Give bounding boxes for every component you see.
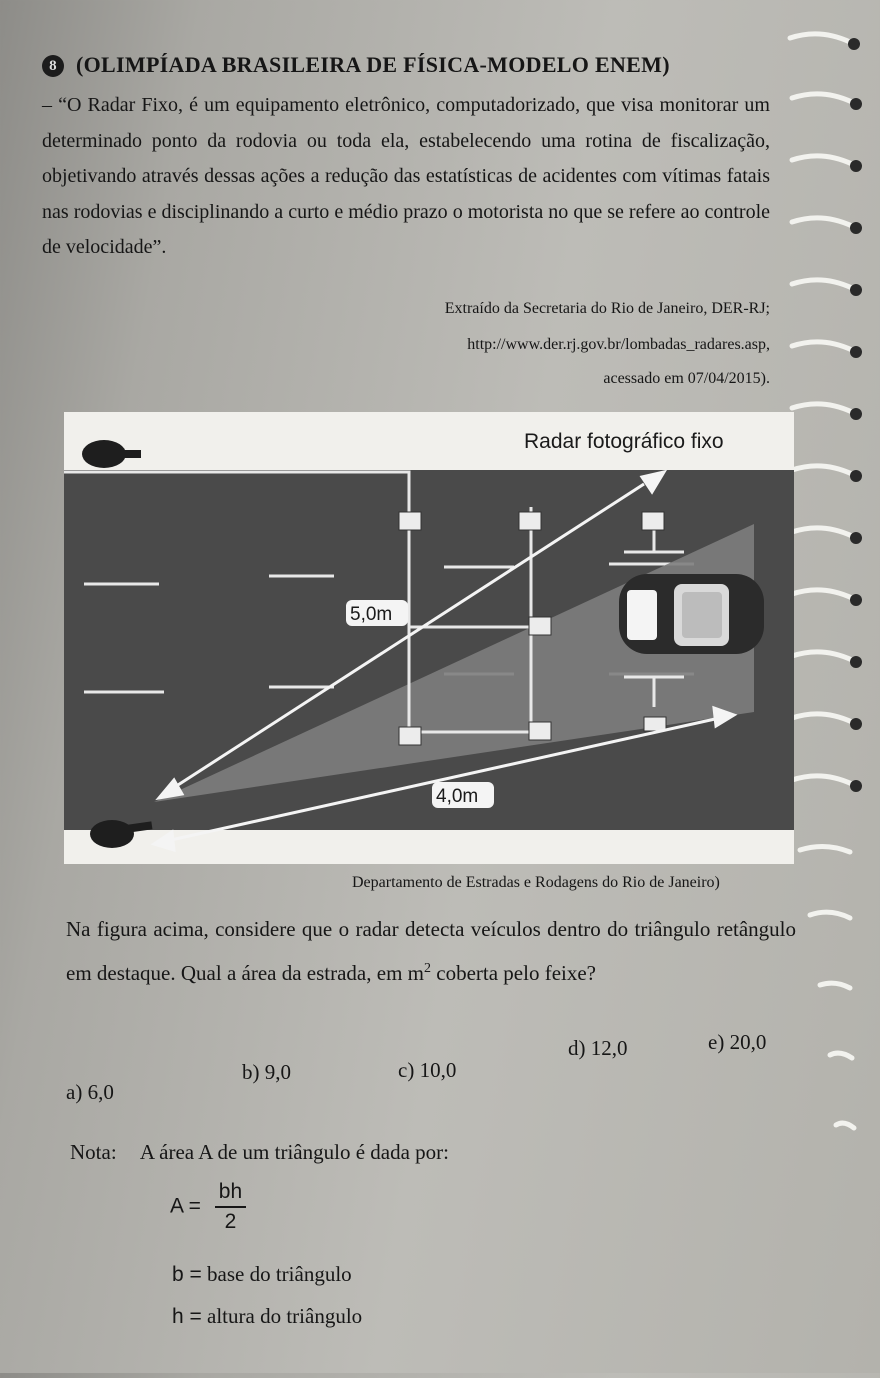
area-formula (170, 1180, 246, 1234)
note-line (70, 1140, 449, 1165)
option-b[interactable]: b) 9,0 (242, 1060, 291, 1084)
question-text-part1: Na figura acima, considere que o radar detecta veículos dentro do triângulo retângulo em destaque. Qual a área da estrada, em m (66, 917, 796, 985)
formula-numerator: bh (215, 1180, 246, 1208)
definition-h (172, 1304, 362, 1329)
question-title: (OLIMPÍADA BRASILEIRA DE FÍSICA-MODELO ENEM) (76, 52, 670, 77)
definition-b (172, 1262, 352, 1287)
question-number-badge: 8 (42, 55, 64, 77)
option-a[interactable]: a) 6,0 (66, 1080, 114, 1104)
note-text: A área A de um triângulo é dada por: (139, 1140, 449, 1164)
definition-b-symbol: b = (172, 1263, 202, 1286)
source-line-1: Extraído da Secretaria do Rio de Janeiro, DER-RJ; (444, 300, 770, 317)
option-e[interactable]: e) 20,0 (708, 1030, 767, 1054)
question-sup: 2 (424, 961, 431, 976)
car-icon (619, 574, 764, 654)
quote-paragraph: – “O Radar Fixo, é um equipamento eletrônico, computadorizado, que visa monitorar um determinado ponto da rodovia ou toda ela, estabelecendo uma rotina de fiscalização, objetivando através dessas ações a redução das estatísticas de acidentes com vítimas fatais nas rodovias e disciplinando a curto e médio prazo o motorista no que se refere ao controle de velocidade”. (42, 94, 770, 258)
label-4m: 4,0m (436, 786, 479, 807)
formula-denominator: 2 (224, 1210, 237, 1233)
option-d[interactable]: d) 12,0 (568, 1036, 628, 1060)
figure-title: Radar fotográfico fixo (524, 430, 724, 453)
source-line-3: acessado em 07/04/2015). (603, 370, 770, 387)
question-header (42, 52, 670, 78)
question-text-part2: coberta pelo feixe? (431, 961, 596, 985)
formula-fraction (215, 1180, 246, 1234)
label-5m: 5,0m (350, 604, 393, 625)
note-label: Nota: (70, 1140, 117, 1164)
radar-figure (64, 412, 794, 864)
source-line-2: http://www.der.rj.gov.br/lombadas_radares.asp, (467, 336, 770, 353)
option-c[interactable]: c) 10,0 (398, 1058, 457, 1082)
formula-lhs: A = (170, 1194, 201, 1218)
figure-caption: Departamento de Estradas e Rodagens do Rio de Janeiro) (352, 874, 720, 891)
definition-b-text: base do triângulo (207, 1262, 352, 1286)
definition-h-text: altura do triângulo (207, 1304, 363, 1328)
definition-h-symbol: h = (172, 1305, 202, 1328)
radar-diagram (64, 412, 794, 864)
question-text (66, 910, 796, 993)
